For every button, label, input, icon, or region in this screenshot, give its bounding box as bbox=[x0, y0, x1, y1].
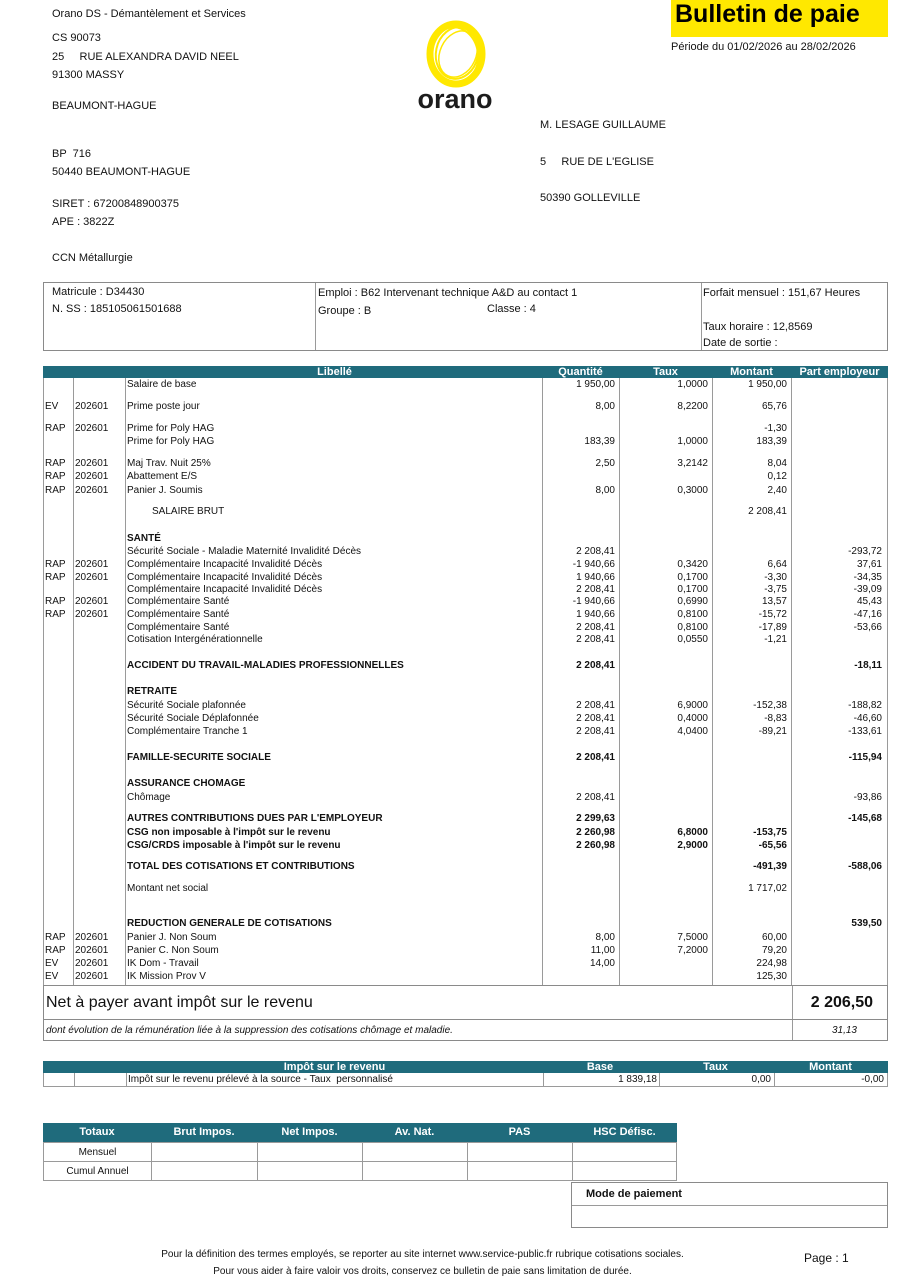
employer-ape: APE : 3822Z bbox=[52, 216, 115, 228]
row-period: 202601 bbox=[75, 596, 109, 607]
table-row bbox=[43, 791, 888, 804]
employer-siret: SIRET : 67200848900375 bbox=[52, 198, 180, 210]
row-libelle: Complémentaire Santé bbox=[127, 609, 230, 620]
row-montant: 2 208,41 bbox=[748, 506, 787, 517]
row-quantite: 2 208,41 bbox=[576, 546, 615, 557]
table-row bbox=[43, 470, 888, 483]
row-quantite: 2 299,63 bbox=[576, 813, 615, 824]
table-row bbox=[43, 484, 888, 497]
row-code: EV bbox=[45, 401, 59, 412]
table-row bbox=[43, 882, 888, 895]
row-libelle: TOTAL DES COTISATIONS ET CONTRIBUTIONS bbox=[127, 861, 355, 872]
mode-paiement-box bbox=[571, 1182, 888, 1228]
table-row bbox=[43, 545, 888, 558]
row-libelle: Complémentaire Santé bbox=[127, 622, 230, 633]
row-taux: 2,9000 bbox=[677, 840, 708, 851]
row-taux: 1,0000 bbox=[677, 379, 708, 390]
table-row bbox=[43, 532, 888, 545]
impot-base-header: Base bbox=[586, 1061, 614, 1073]
row-libelle: SANTÉ bbox=[127, 533, 161, 544]
row-libelle: Cotisation Intergénérationnelle bbox=[127, 634, 263, 645]
row-montant: -1,21 bbox=[764, 634, 787, 645]
employer-site: BEAUMONT-HAGUE bbox=[52, 100, 157, 112]
row-montant: 0,12 bbox=[767, 471, 787, 482]
net-impos-header: Net Impos. bbox=[257, 1123, 362, 1142]
row-quantite: 8,00 bbox=[595, 401, 615, 412]
row-libelle: CSG non imposable à l'impôt sur le revenu bbox=[127, 827, 331, 838]
header-quantite: Quantité bbox=[558, 366, 603, 378]
row-quantite: 2 208,41 bbox=[576, 622, 615, 633]
row-code: RAP bbox=[45, 609, 66, 620]
row-code: EV bbox=[45, 971, 59, 982]
forfait: Forfait mensuel : 151,67 Heures bbox=[703, 287, 861, 299]
row-period: 202601 bbox=[75, 471, 109, 482]
net-label: Net à payer avant impôt sur le revenu bbox=[46, 994, 313, 1011]
row-period: 202601 bbox=[75, 401, 109, 412]
row-quantite: 2 208,41 bbox=[576, 713, 615, 724]
row-libelle: FAMILLE-SECURITE SOCIALE bbox=[127, 752, 271, 763]
row-part-employeur: 45,43 bbox=[856, 596, 882, 607]
row-libelle: Prime poste jour bbox=[127, 401, 200, 412]
row-libelle: Panier C. Non Soum bbox=[127, 945, 219, 956]
bulletin-title-box bbox=[671, 0, 888, 37]
table-row bbox=[43, 422, 888, 435]
row-quantite: 2 208,41 bbox=[576, 792, 615, 803]
row-taux: 1,0000 bbox=[677, 436, 708, 447]
header-libelle: Libellé bbox=[317, 366, 352, 378]
table-row bbox=[43, 725, 888, 738]
row-montant: 1 950,00 bbox=[748, 379, 787, 390]
row-montant: -15,72 bbox=[758, 609, 787, 620]
row-libelle: Complémentaire Incapacité Invalidité Décès bbox=[127, 584, 323, 595]
table-row bbox=[43, 812, 888, 825]
table-row bbox=[43, 957, 888, 970]
employee-name: M. LESAGE GUILLAUME bbox=[540, 119, 666, 131]
row-part-employeur: -47,16 bbox=[853, 609, 882, 620]
table-row bbox=[43, 558, 888, 571]
row-code: RAP bbox=[45, 945, 66, 956]
row-part-employeur: 37,61 bbox=[856, 559, 882, 570]
page-number: Page : 1 bbox=[804, 1251, 849, 1265]
table-row bbox=[43, 839, 888, 852]
impot-header: Impôt sur le revenu bbox=[283, 1061, 386, 1073]
pas-header: PAS bbox=[467, 1123, 572, 1142]
row-part-employeur: -115,94 bbox=[848, 752, 882, 763]
row-taux: 3,2142 bbox=[677, 458, 708, 469]
row-taux: 0,8100 bbox=[677, 609, 708, 620]
row-libelle: Prime for Poly HAG bbox=[127, 423, 215, 434]
row-montant: -3,75 bbox=[764, 584, 787, 595]
row-part-employeur: -53,66 bbox=[853, 622, 882, 633]
row-montant: 2,40 bbox=[767, 485, 787, 496]
row-code: RAP bbox=[45, 471, 66, 482]
impot-montant: -0,00 bbox=[861, 1074, 884, 1085]
row-taux: 7,5000 bbox=[677, 932, 708, 943]
totaux-header: Totaux bbox=[43, 1123, 151, 1142]
employer-cs: CS 90073 bbox=[52, 32, 101, 44]
row-montant: 125,30 bbox=[756, 971, 787, 982]
net-box bbox=[43, 985, 888, 1020]
row-libelle: AUTRES CONTRIBUTIONS DUES PAR L'EMPLOYEUR bbox=[127, 813, 383, 824]
payslip-table bbox=[43, 366, 888, 986]
net-evolution bbox=[43, 1020, 888, 1041]
table-row bbox=[43, 435, 888, 448]
row-quantite: 2 208,41 bbox=[576, 726, 615, 737]
row-montant: -65,56 bbox=[758, 840, 787, 851]
row-libelle: RETRAITE bbox=[127, 686, 177, 697]
row-montant: -153,75 bbox=[753, 827, 787, 838]
row-quantite: 183,39 bbox=[584, 436, 615, 447]
row-taux: 0,8100 bbox=[677, 622, 708, 633]
impot-taux: 0,00 bbox=[751, 1074, 771, 1085]
row-quantite: 2 260,98 bbox=[576, 840, 615, 851]
impot-base: 1 839,18 bbox=[618, 1074, 657, 1085]
row-part-employeur: 539,50 bbox=[851, 918, 882, 929]
row-taux: 0,1700 bbox=[677, 572, 708, 583]
header-taux: Taux bbox=[653, 366, 678, 378]
row-montant: 1 717,02 bbox=[748, 883, 787, 894]
row-montant: -1,30 bbox=[764, 423, 787, 434]
row-part-employeur: -188,82 bbox=[848, 700, 882, 711]
row-libelle: Chômage bbox=[127, 792, 171, 803]
impot-taux-header: Taux bbox=[703, 1061, 728, 1073]
table-row bbox=[43, 595, 888, 608]
row-period: 202601 bbox=[75, 971, 109, 982]
row-libelle: CSG/CRDS imposable à l'impôt sur le revenu bbox=[127, 840, 341, 851]
row-quantite: 8,00 bbox=[595, 932, 615, 943]
row-period: 202601 bbox=[75, 572, 109, 583]
row-part-employeur: -39,09 bbox=[853, 584, 882, 595]
table-row bbox=[43, 751, 888, 764]
row-montant: 183,39 bbox=[756, 436, 787, 447]
hsc-defisc-header: HSC Défisc. bbox=[572, 1123, 677, 1142]
row-montant: 8,04 bbox=[767, 458, 787, 469]
row-libelle: Complémentaire Santé bbox=[127, 596, 230, 607]
row-libelle: IK Dom - Travail bbox=[127, 958, 199, 969]
row-period: 202601 bbox=[75, 559, 109, 570]
footer-line2: Pour vous aider à faire valoir vos droits, conservez ce bulletin de paie sans limitation de durée. bbox=[213, 1266, 632, 1277]
bulletin-period: Période du 01/02/2026 au 28/02/2026 bbox=[671, 41, 856, 53]
impot-label: Impôt sur le revenu prélevé à la source - Taux personnalisé bbox=[128, 1074, 393, 1085]
employer-bp: BP 716 bbox=[52, 148, 91, 160]
table-row bbox=[43, 608, 888, 621]
row-libelle: Prime for Poly HAG bbox=[127, 436, 215, 447]
row-libelle: ASSURANCE CHOMAGE bbox=[127, 778, 246, 789]
row-taux: 4,0400 bbox=[677, 726, 708, 737]
row-code: RAP bbox=[45, 423, 66, 434]
row-taux: 0,3420 bbox=[677, 559, 708, 570]
matricule: Matricule : D34430 bbox=[52, 286, 145, 298]
employee-info-box bbox=[43, 282, 888, 351]
row-code: RAP bbox=[45, 932, 66, 943]
table-row bbox=[43, 457, 888, 470]
header-montant: Montant bbox=[730, 366, 773, 378]
row-libelle: REDUCTION GENERALE DE COTISATIONS bbox=[127, 918, 332, 929]
av-nat-header: Av. Nat. bbox=[362, 1123, 467, 1142]
row-part-employeur: -293,72 bbox=[848, 546, 882, 557]
row-part-employeur: -46,60 bbox=[853, 713, 882, 724]
row-part-employeur: -93,86 bbox=[853, 792, 882, 803]
row-montant: 13,57 bbox=[761, 596, 787, 607]
row-montant: 65,76 bbox=[761, 401, 787, 412]
table-row bbox=[43, 931, 888, 944]
row-montant: -8,83 bbox=[764, 713, 787, 724]
row-quantite: 2 208,41 bbox=[576, 700, 615, 711]
row-quantite: 2,50 bbox=[595, 458, 615, 469]
bulletin-title: Bulletin de paie bbox=[675, 0, 860, 28]
table-row bbox=[43, 699, 888, 712]
table-row bbox=[43, 826, 888, 839]
row-quantite: 2 208,41 bbox=[576, 660, 615, 671]
employer-ccn: CCN Métallurgie bbox=[52, 252, 133, 264]
row-libelle: Complémentaire Incapacité Invalidité Décès bbox=[127, 572, 323, 583]
row-montant: 224,98 bbox=[756, 958, 787, 969]
row-libelle: Sécurité Sociale plafonnée bbox=[127, 700, 246, 711]
row-quantite: 8,00 bbox=[595, 485, 615, 496]
table-row bbox=[43, 970, 888, 983]
mode-paiement-label: Mode de paiement bbox=[586, 1188, 682, 1200]
row-montant: 60,00 bbox=[761, 932, 787, 943]
row-montant: -17,89 bbox=[758, 622, 787, 633]
table-row bbox=[43, 944, 888, 957]
row-cumul-annuel: Cumul Annuel bbox=[43, 1161, 152, 1181]
table-header bbox=[43, 366, 888, 378]
row-code: RAP bbox=[45, 572, 66, 583]
row-period: 202601 bbox=[75, 958, 109, 969]
row-libelle: Complémentaire Incapacité Invalidité Décès bbox=[127, 559, 323, 570]
row-code: RAP bbox=[45, 485, 66, 496]
row-libelle: Sécurité Sociale Déplafonnée bbox=[127, 713, 259, 724]
row-taux: 0,0550 bbox=[677, 634, 708, 645]
row-period: 202601 bbox=[75, 423, 109, 434]
row-quantite: 2 208,41 bbox=[576, 752, 615, 763]
table-row bbox=[43, 712, 888, 725]
row-mensuel: Mensuel bbox=[43, 1142, 152, 1162]
row-montant: -89,21 bbox=[758, 726, 787, 737]
row-period: 202601 bbox=[75, 945, 109, 956]
table-row bbox=[43, 505, 888, 518]
row-quantite: 2 260,98 bbox=[576, 827, 615, 838]
header-part-employeur: Part employeur bbox=[799, 366, 880, 378]
row-libelle: ACCIDENT DU TRAVAIL-MALADIES PROFESSIONNELLES bbox=[127, 660, 404, 671]
row-part-employeur: -145,68 bbox=[848, 813, 882, 824]
date-sortie: Date de sortie : bbox=[703, 337, 778, 349]
employer-name: Orano DS - Démantèlement et Services bbox=[52, 8, 246, 20]
table-row bbox=[43, 777, 888, 790]
row-taux: 0,4000 bbox=[677, 713, 708, 724]
table-row bbox=[43, 378, 888, 391]
row-libelle: Salaire de base bbox=[127, 379, 197, 390]
row-period: 202601 bbox=[75, 485, 109, 496]
row-quantite: 2 208,41 bbox=[576, 584, 615, 595]
row-quantite: 2 208,41 bbox=[576, 634, 615, 645]
table-row bbox=[43, 860, 888, 873]
row-period: 202601 bbox=[75, 932, 109, 943]
row-period: 202601 bbox=[75, 458, 109, 469]
row-taux: 6,8000 bbox=[677, 827, 708, 838]
brut-impos-header: Brut Impos. bbox=[151, 1123, 257, 1142]
row-taux: 0,1700 bbox=[677, 584, 708, 595]
row-montant: 79,20 bbox=[761, 945, 787, 956]
row-taux: 8,2200 bbox=[677, 401, 708, 412]
employer-site-city: 50440 BEAUMONT-HAGUE bbox=[52, 166, 191, 178]
row-part-employeur: -18,11 bbox=[854, 660, 882, 671]
table-row bbox=[43, 659, 888, 672]
employee-city: 50390 GOLLEVILLE bbox=[540, 192, 641, 204]
table-row bbox=[43, 400, 888, 413]
row-taux: 7,2000 bbox=[677, 945, 708, 956]
row-quantite: 11,00 bbox=[590, 945, 615, 956]
row-libelle: Complémentaire Tranche 1 bbox=[127, 726, 248, 737]
net-value: 2 206,50 bbox=[810, 994, 873, 1011]
logo-wordmark: orano bbox=[417, 84, 493, 114]
row-period: 202601 bbox=[75, 609, 109, 620]
row-libelle: Panier J. Soumis bbox=[127, 485, 203, 496]
row-quantite: 1 940,66 bbox=[576, 609, 615, 620]
row-code: RAP bbox=[45, 559, 66, 570]
table-row bbox=[43, 633, 888, 646]
row-montant: -3,30 bbox=[764, 572, 787, 583]
row-libelle: Panier J. Non Soum bbox=[127, 932, 217, 943]
row-quantite: -1 940,66 bbox=[572, 559, 615, 570]
footer-line1: Pour la définition des termes employés, se reporter au site internet www.service-public.fr rubrique cotisations sociales. bbox=[161, 1249, 684, 1260]
employee-street: 5 RUE DE L'EGLISE bbox=[540, 156, 654, 168]
row-montant: 6,64 bbox=[767, 559, 787, 570]
row-taux: 0,6990 bbox=[677, 596, 708, 607]
impot-montant-header: Montant bbox=[809, 1061, 852, 1073]
row-code: EV bbox=[45, 958, 59, 969]
evolution-label: dont évolution de la rémunération liée à la suppression des cotisations chômage et maladie. bbox=[46, 1025, 453, 1036]
row-libelle: SALAIRE BRUT bbox=[127, 506, 225, 517]
table-row bbox=[43, 685, 888, 698]
row-code: RAP bbox=[45, 596, 66, 607]
groupe: Groupe : B bbox=[318, 305, 372, 317]
row-part-employeur: -588,06 bbox=[848, 861, 882, 872]
row-montant: -152,38 bbox=[753, 700, 787, 711]
row-taux: 6,9000 bbox=[677, 700, 708, 711]
row-libelle: Abattement E/S bbox=[127, 471, 198, 482]
nss: N. SS : 185105061501688 bbox=[52, 303, 182, 315]
row-quantite: -1 940,66 bbox=[572, 596, 615, 607]
employer-city: 91300 MASSY bbox=[52, 69, 125, 81]
row-montant: -491,39 bbox=[753, 861, 787, 872]
row-quantite: 1 950,00 bbox=[576, 379, 615, 390]
row-part-employeur: -34,35 bbox=[853, 572, 882, 583]
impot-table bbox=[43, 1061, 888, 1088]
taux-horaire: Taux horaire : 12,8569 bbox=[703, 321, 813, 333]
emploi: Emploi : B62 Intervenant technique A&D au contact 1 bbox=[318, 287, 578, 299]
row-quantite: 14,00 bbox=[589, 958, 615, 969]
row-libelle: IK Mission Prov V bbox=[127, 971, 206, 982]
employer-street: 25 RUE ALEXANDRA DAVID NEEL bbox=[52, 51, 239, 63]
classe: Classe : 4 bbox=[487, 303, 536, 315]
row-code: RAP bbox=[45, 458, 66, 469]
row-libelle: Sécurité Sociale - Maladie Maternité Invalidité Décès bbox=[127, 546, 361, 557]
row-quantite: 1 940,66 bbox=[576, 572, 615, 583]
evolution-value: 31,13 bbox=[831, 1025, 857, 1036]
row-taux: 0,3000 bbox=[677, 485, 708, 496]
row-libelle: Montant net social bbox=[127, 883, 209, 894]
table-row bbox=[43, 917, 888, 930]
row-libelle: Maj Trav. Nuit 25% bbox=[127, 458, 211, 469]
row-part-employeur: -133,61 bbox=[848, 726, 882, 737]
